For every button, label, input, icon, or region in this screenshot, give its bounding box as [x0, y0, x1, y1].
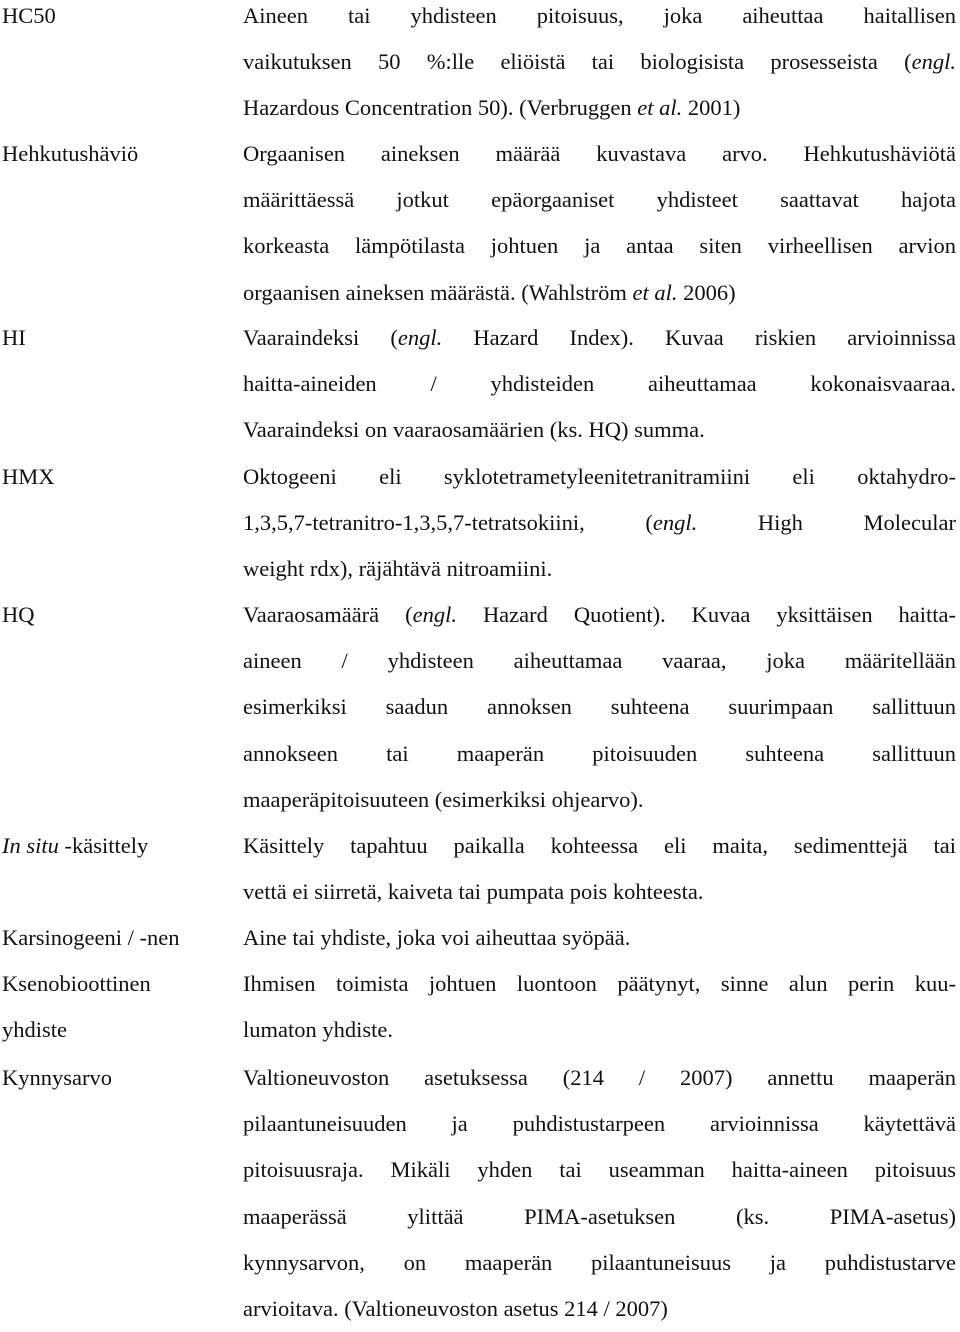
definition-line: Aine tai yhdiste, joka voi aiheuttaa syöpää. — [243, 925, 631, 950]
definition-hi — [243, 315, 956, 454]
definition-line: arvioitava. (Valtioneuvoston asetus 214 / 2007) — [243, 1296, 668, 1322]
term-hehkutushavio: Hehkutushäviö — [2, 141, 139, 166]
term-italic: In situ — [2, 833, 59, 858]
definition-in-situ — [243, 823, 956, 915]
definition-line: orgaanisen aineksen määrästä. (Wahlström et al. 2006) — [243, 279, 736, 305]
term-suffix: -käsittely — [58, 833, 149, 858]
definition-line: pitoisuusraja. Mikäli yhden tai useamman haitta-aineen pitoisuus — [243, 1157, 956, 1183]
term-karsinogeeni: Karsinogeeni / -nen — [2, 925, 180, 950]
definition-line: Oktogeeni eli syklotetrametyleenitetranitramiini eli oktahydro- — [243, 464, 956, 489]
definition-line: vaikutuksen 50 %:lle eliöistä tai biologisista prosesseista (engl. — [243, 49, 956, 75]
definition-line: Käsittely tapahtuu paikalla kohteessa eli maita, sedimenttejä tai — [243, 833, 956, 858]
term-hc50: HC50 — [2, 3, 56, 28]
term-line: Ksenobioottinen — [2, 971, 151, 996]
definition-line: lumaton yhdiste. — [243, 1017, 393, 1043]
term-hi: HI — [2, 325, 26, 350]
definition-line: pilaantuneisuuden ja puhdistustarpeen arvioinnissa käytettävä — [243, 1111, 956, 1137]
definition-line: Vaaraosamäärä (engl. Hazard Quotient). Kuvaa yksittäisen haitta- — [243, 602, 956, 627]
term-kynnysarvo: Kynnysarvo — [2, 1065, 112, 1090]
definition-line: kynnysarvon, on maaperän pilaantuneisuus ja puhdistustarve — [243, 1249, 956, 1275]
definition-hehkutushavio — [243, 131, 956, 316]
definition-hmx — [243, 454, 956, 593]
definition-line: korkeasta lämpötilasta johtuen ja antaa siten virheellisen arvion — [243, 233, 956, 259]
definition-hc50 — [243, 0, 956, 132]
term-hq: HQ — [2, 602, 35, 627]
term-line: yhdiste — [2, 1017, 67, 1043]
definition-line: aineen / yhdisteen aiheuttamaa vaaraa, joka määritellään — [243, 648, 956, 674]
definition-line: Ihmisen toimista johtuen luontoon päätynyt, sinne alun perin kuu- — [243, 971, 956, 996]
term-ksenobioottinen — [2, 961, 237, 1053]
definition-line: Hazardous Concentration 50). (Verbruggen et al. 2001) — [243, 95, 741, 121]
term-in-situ — [2, 823, 237, 869]
definition-line: Valtioneuvoston asetuksessa (214 / 2007) annettu maaperän — [243, 1065, 956, 1090]
definition-line: Vaaraindeksi (engl. Hazard Index). Kuvaa riskien arvioinnissa — [243, 325, 956, 350]
definition-line: vettä ei siirretä, kaiveta tai pumpata pois kohteesta. — [243, 879, 704, 905]
definition-line: Aineen tai yhdisteen pitoisuus, joka aiheuttaa haitallisen — [243, 3, 956, 28]
definition-karsinogeeni — [243, 915, 956, 961]
definition-line: haitta-aineiden / yhdisteiden aiheuttamaa kokonaisvaaraa. — [243, 371, 956, 397]
definition-line: maaperäpitoisuuteen (esimerkiksi ohjearvo). — [243, 786, 644, 812]
definition-line: annokseen tai maaperän pitoisuuden suhteena sallittuun — [243, 740, 956, 766]
definition-line: maaperässä ylittää PIMA-asetuksen (ks. PIMA-asetus) — [243, 1203, 956, 1229]
definition-line: Orgaanisen aineksen määrää kuvastava arvo. Hehkutushäviötä — [243, 141, 956, 166]
definition-line: Vaaraindeksi on vaaraosamäärien (ks. HQ) summa. — [243, 417, 705, 443]
definition-ksenobioottinen — [243, 961, 956, 1053]
definition-kynnysarvo — [243, 1055, 956, 1332]
definition-line: määrittäessä jotkut epäorgaaniset yhdisteet saattavat hajota — [243, 187, 956, 213]
definition-line: esimerkiksi saadun annoksen suhteena suurimpaan sallittuun — [243, 694, 956, 720]
term-hmx: HMX — [2, 464, 55, 489]
definition-line: weight rdx), räjähtävä nitroamiini. — [243, 556, 553, 582]
definition-hq — [243, 592, 956, 823]
definition-line: 1,3,5,7-tetranitro-1,3,5,7-tetratsokiini, (engl. High Molecular — [243, 510, 956, 536]
